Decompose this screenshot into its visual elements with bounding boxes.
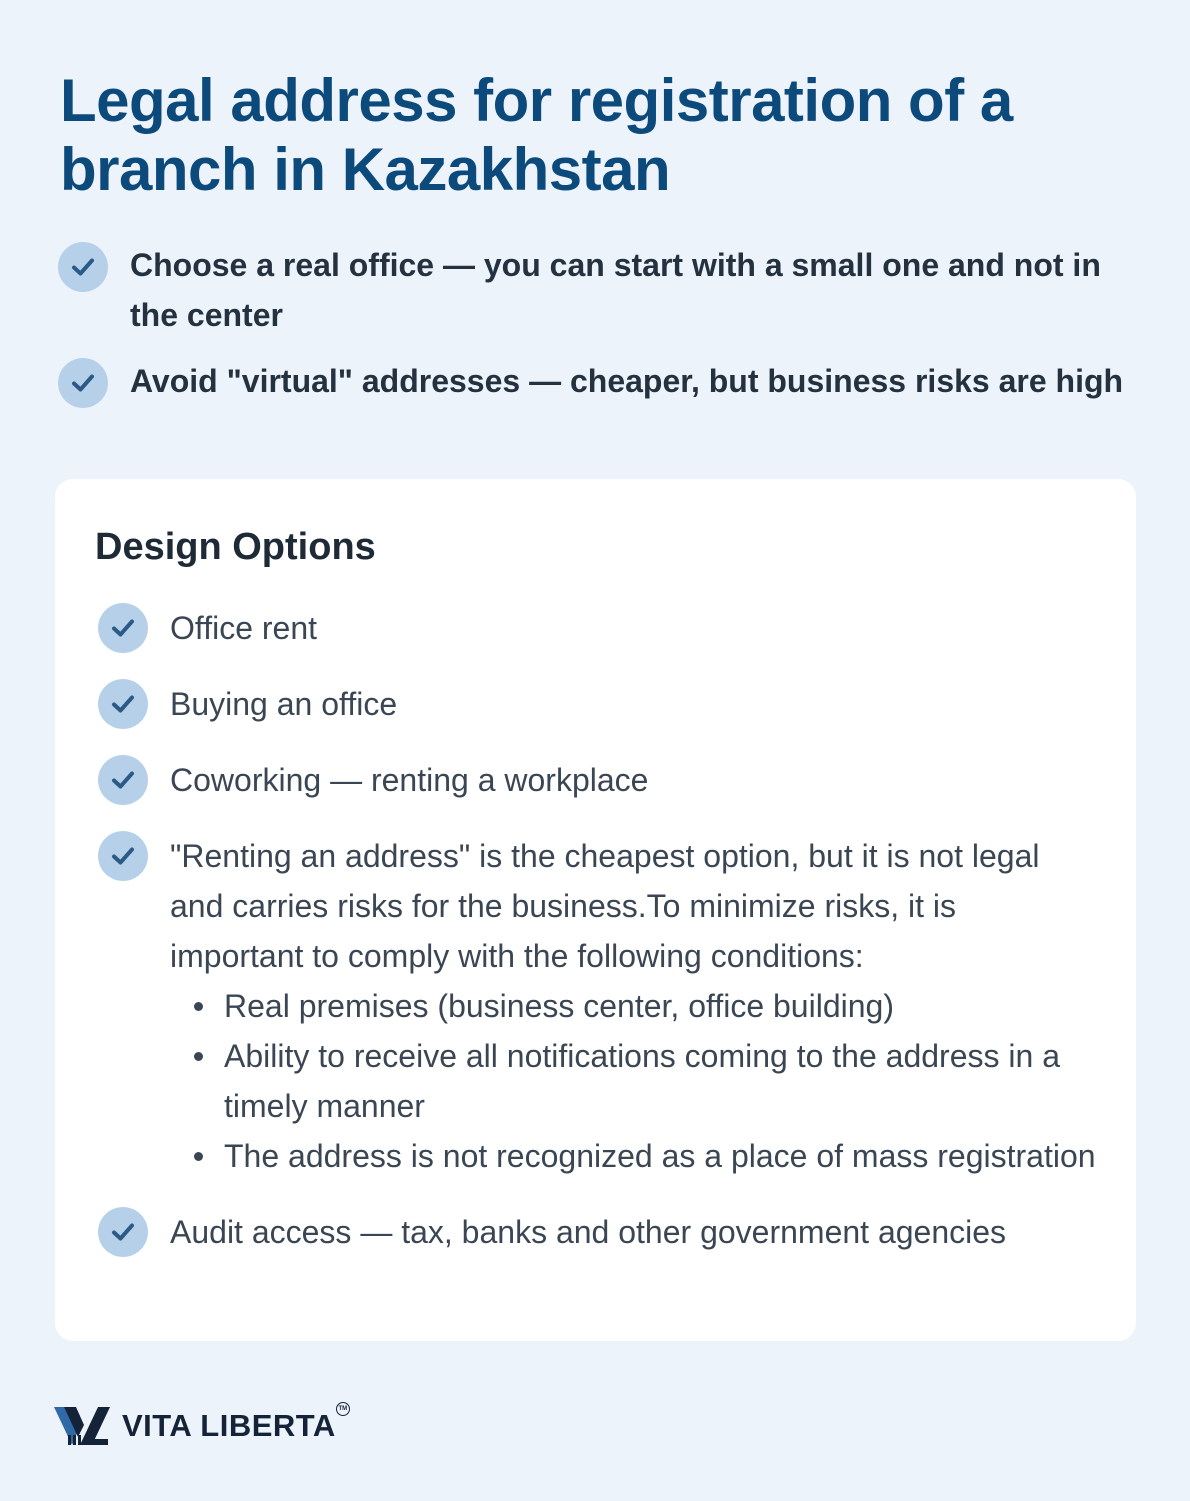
- brand-logo: [54, 1404, 348, 1448]
- conditions-list: [170, 981, 1098, 1181]
- check-circle-icon: [98, 603, 148, 653]
- condition-text: The address is not recognized as a place of mass registration: [224, 1138, 1096, 1174]
- check-circle-icon: [98, 1207, 148, 1257]
- option-item: [98, 755, 1098, 805]
- option-text: Office rent: [170, 610, 318, 646]
- bullet-icon: [194, 1052, 203, 1061]
- check-circle-icon: [58, 242, 108, 292]
- condition-text: Real premises (business center, office building): [224, 988, 894, 1024]
- option-item: [98, 679, 1098, 729]
- check-circle-icon: [98, 755, 148, 805]
- vita-liberta-logo-icon: [54, 1405, 110, 1447]
- key-point: [58, 240, 1148, 340]
- option-item: [98, 1207, 1098, 1257]
- option-item: [98, 831, 1098, 1181]
- check-circle-icon: [58, 358, 108, 408]
- option-text: "Renting an address" is the cheapest option, but it is not legal and carries risks for the business.To minimize risks, it is important to comply with the following conditions:: [170, 838, 1040, 974]
- key-point-text: Choose a real office — you can start with a small one and not in the center: [130, 247, 1101, 333]
- condition-item: [170, 1031, 1098, 1131]
- card-title: Design Options: [95, 526, 376, 568]
- brand-name-text: VITA LIBERTA: [122, 1408, 336, 1443]
- key-point-text: Avoid "virtual" addresses — cheaper, but business risks are high: [130, 363, 1124, 399]
- trademark-mark: TM: [336, 1402, 350, 1416]
- condition-item: [170, 981, 1098, 1031]
- check-circle-icon: [98, 679, 148, 729]
- option-text: Buying an office: [170, 686, 398, 722]
- bullet-icon: [194, 1152, 203, 1161]
- condition-text: Ability to receive all notifications coming to the address in a timely manner: [224, 1038, 1060, 1124]
- page-title: Legal address for registration of a branch in Kazakhstan: [60, 67, 1013, 203]
- brand-name: [122, 1406, 348, 1444]
- design-options-card: [55, 479, 1136, 1341]
- option-text: Audit access — tax, banks and other government agencies: [170, 1214, 1007, 1250]
- bullet-icon: [194, 1002, 203, 1011]
- condition-item: [170, 1131, 1098, 1181]
- option-item: [98, 603, 1098, 653]
- key-points-list: [58, 240, 1148, 422]
- check-circle-icon: [98, 831, 148, 881]
- option-text: Coworking — renting a workplace: [170, 762, 649, 798]
- key-point: [58, 356, 1148, 406]
- options-list: [98, 603, 1098, 1283]
